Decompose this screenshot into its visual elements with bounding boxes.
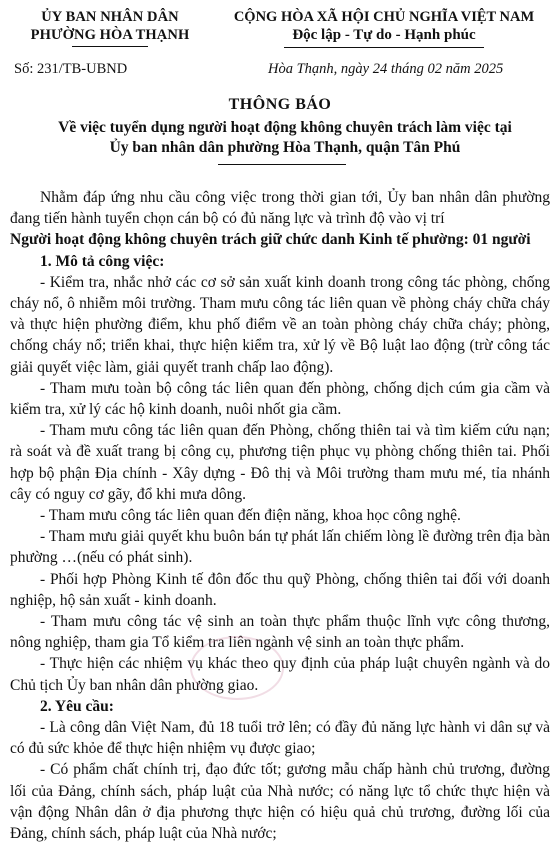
document-date: Hòa Thạnh, ngày 24 tháng 02 năm 2025	[268, 61, 504, 77]
document-title: THÔNG BÁO	[228, 96, 332, 113]
authority-line-1: ỦY BAN NHÂN DÂN	[41, 9, 179, 25]
section-1-item: - Kiểm tra, nhắc nhở các cơ sở sản xuất kinh doanh trong công tác phòng, chống cháy nổ, ô nhiễm môi trường. Tham mưu công tác liên quan về phòng cháy chữa cháy và thực hiện phường điểm, khu phố điểm về an toàn phòng cháy chữa cháy; phòng, chống cháy nổ; triển khai, thực hiện kiểm tra, xử lý về Bộ luật lao động (trừ công tác giải quyết việc làm, giải quyết tranh chấp lao động).	[10, 273, 550, 376]
authority-underline	[72, 46, 148, 47]
national-motto	[214, 8, 554, 48]
section-2-item: - Là công dân Việt Nam, đủ 18 tuổi trở lên; có đầy đủ năng lực hành vi dân sự và có đủ sức khỏe để thực hiện nhiệm vụ được giao;	[10, 719, 550, 758]
intro-paragraph: Nhằm đáp ứng nhu cầu công việc trong thời gian tới, Ủy ban nhân dân phường đang tiến hành tuyển chọn cán bộ có đủ năng lực và trình độ vào vị trí	[10, 189, 550, 228]
document-body	[10, 187, 550, 844]
section-1-item: - Tham mưu toàn bộ công tác liên quan đến phòng, chống dịch cúm gia cầm và kiểm tra, xử lý các hộ kinh doanh, nuôi nhốt gia cầm.	[10, 379, 550, 419]
document-subtitle	[20, 118, 550, 158]
document-number: Số: 231/TB-UBND	[14, 61, 128, 77]
section-1-item: - Thực hiện các nhiệm vụ khác theo quy định của pháp luật chuyên ngành và do Chủ tịch Ủy ban nhân dân phường giao.	[10, 655, 550, 694]
position-paragraph: Người hoạt động không chuyên trách giữ chức danh Kinh tế phường: 01 người	[10, 231, 531, 249]
authority-line-2: PHƯỜNG HÒA THẠNH	[30, 27, 190, 43]
motto: Độc lập - Tự do - Hạnh phúc	[292, 27, 476, 43]
section-1-item: - Tham mưu công tác liên quan đến Phòng, chống thiên tai và tìm kiếm cứu nạn; rà soát và đề xuất trang bị công cụ, phương tiện phục vụ phòng chống thiên tai. Phối hợp bộ phận Địa chính - Xây dựng - Đô thị và Môi trường tham mưu mé, tỉa nhánh cây có nguy cơ gãy, đổ khi mưa dông.	[10, 422, 550, 503]
section-1-item: - Phối hợp Phòng Kinh tế đôn đốc thu quỹ Phòng, chống thiên tai đối với doanh nghiệp, hộ sản xuất - kinh doanh.	[10, 570, 550, 609]
issuing-authority	[6, 8, 214, 47]
title-underline	[218, 164, 346, 165]
section-2-heading: 2. Yêu cầu:	[40, 697, 114, 715]
motto-underline	[284, 47, 484, 48]
section-1-item: - Tham mưu công tác vệ sinh an toàn thực phẩm thuộc lĩnh vực công thương, nông nghiệp, tham gia Tổ kiểm tra liên ngành vệ sinh an toàn thực phẩm.	[10, 613, 550, 652]
section-1-heading: 1. Mô tả công việc:	[40, 252, 165, 270]
section-1-item: - Tham mưu giải quyết khu buôn bán tự phát lấn chiếm lòng lề đường trên địa bàn phường …(nếu có phát sinh).	[10, 528, 550, 567]
section-2-item: - Có phẩm chất chính trị, đạo đức tốt; gương mẫu chấp hành chủ trương, đường lối của Đảng, chính sách, pháp luật của Nhà nước; có năng lực tổ chức thực hiện và vận động Nhân dân ở địa phương thực hiện có hiệu quả chủ trương, đường lối của Đảng, chính sách, pháp luật của Nhà nước;	[10, 761, 550, 843]
subtitle-line-1: Về việc tuyển dụng người hoạt động không chuyên trách làm việc tại	[58, 119, 512, 136]
section-1-item: - Tham mưu công tác liên quan đến điện năng, khoa học công nghệ.	[40, 507, 461, 525]
subtitle-line-2: Ủy ban nhân dân phường Hòa Thạnh, quận Tân Phú	[109, 139, 461, 156]
nation-name: CỘNG HÒA XÃ HỘI CHỦ NGHĨA VIỆT NAM	[233, 9, 535, 25]
